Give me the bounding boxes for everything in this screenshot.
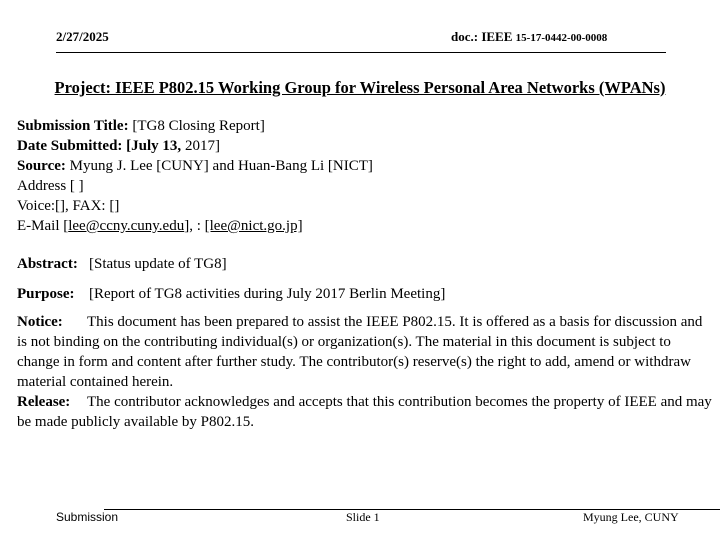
- abstract-line: [17, 254, 712, 274]
- email-line: [17, 216, 712, 236]
- email-mid: ], :: [184, 218, 205, 234]
- source-value: Myung J. Lee [CUNY] and Huan-Bang Li [NICT]: [69, 158, 373, 174]
- date-submitted-value-rest: 2017]: [184, 138, 220, 154]
- purpose-value: [Report of TG8 activities during July 2017 Berlin Meeting]: [89, 286, 446, 302]
- notice-paragraph: [17, 312, 712, 392]
- header-doc-prefix: doc.: IEEE: [451, 29, 513, 44]
- date-submitted-label: Date Submitted:: [17, 138, 123, 154]
- project-title: Project: IEEE P802.15 Working Group for Wireless Personal Area Networks (WPANs): [54, 78, 666, 97]
- source-label: Source:: [17, 158, 66, 174]
- submission-title-value: [TG8 Closing Report]: [132, 118, 265, 134]
- date-submitted-line: [17, 136, 712, 156]
- header-date: 2/27/2025: [56, 29, 109, 44]
- email-link-nict[interactable]: [lee@nict.go.jp]: [204, 218, 303, 234]
- footer-slide-number: Slide 1: [346, 510, 380, 524]
- footer-submission: Submission: [56, 510, 119, 524]
- submission-title-label: Submission Title:: [17, 118, 129, 134]
- notice-text: This document has been prepared to assist the IEEE P802.15. It is offered as a basis for discussion and is not binding on the contributing individual(s) or organization(s). The material in this document is subject to change in form and content after further study. The contributor(s) reserve(s) the right to add, amend or withdraw material contained herein.: [17, 314, 703, 390]
- address-line: Address [ ]: [17, 178, 84, 194]
- source-line: [17, 156, 712, 176]
- email-link-ccny[interactable]: lee@ccny.cuny.edu: [68, 218, 185, 234]
- header-doc-id: [451, 29, 607, 45]
- abstract-value: [Status update of TG8]: [89, 256, 227, 272]
- email-prefix: E-Mail [: [17, 218, 69, 234]
- header-doc-number: 15-17-0442-00-0008: [515, 32, 608, 44]
- purpose-label: Purpose:: [17, 286, 75, 302]
- header-rule: [56, 52, 666, 53]
- notice-label: Notice:: [17, 314, 63, 330]
- submission-title-line: [17, 116, 712, 136]
- voice-fax-line: Voice:[], FAX: []: [17, 198, 120, 214]
- slide-body: [17, 116, 712, 432]
- date-submitted-value-bold: [July 13,: [126, 138, 182, 154]
- abstract-label: Abstract:: [17, 256, 78, 272]
- purpose-line: [17, 284, 712, 304]
- release-text: The contributor acknowledges and accepts that this contribution becomes the property of IEEE and may be made publicly available by P802.15.: [17, 394, 712, 430]
- release-label: Release:: [17, 394, 71, 410]
- release-paragraph: [17, 392, 712, 432]
- footer-author: Myung Lee, CUNY: [583, 510, 679, 524]
